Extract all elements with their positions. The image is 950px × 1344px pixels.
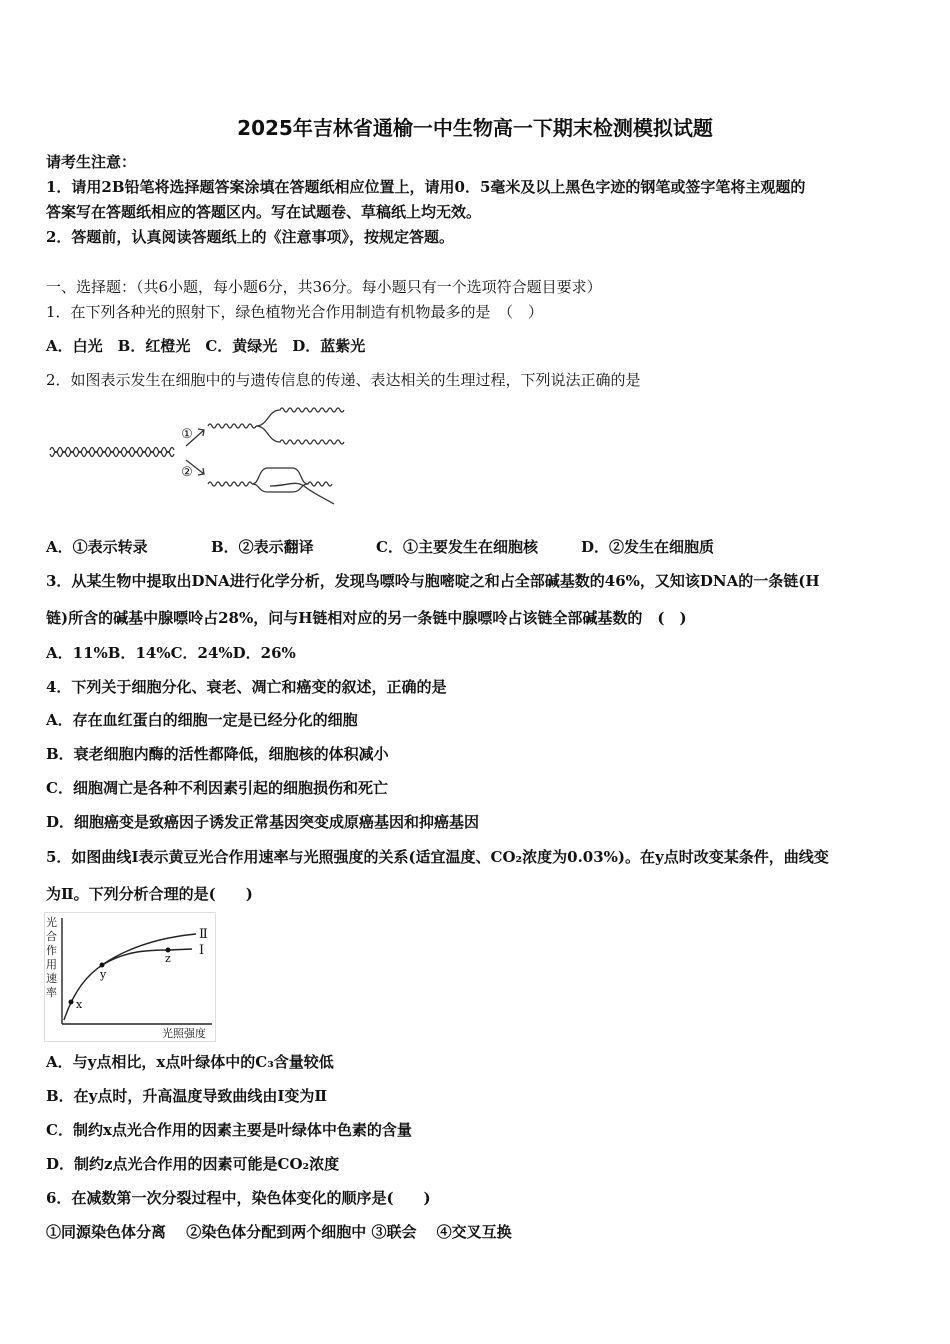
q5-y-label-1: 光	[46, 916, 57, 929]
q5-label-z: z	[165, 952, 171, 965]
q6-items: ①同源染色体分离 ②染色体分配到两个细胞中 ③联会 ④交叉互换	[46, 1223, 512, 1241]
q5-point-y	[100, 963, 105, 968]
q2-option-d: D．②发生在细胞质	[581, 538, 715, 556]
q3-options: A．11%B．14%C．24%D．26%	[46, 644, 296, 662]
notice-item-2: 2．答题前，认真阅读答题纸上的《注意事项》，按规定答题。	[46, 228, 454, 246]
page-title: 2025年吉林省通榆一中生物高一下期末检测模拟试题	[237, 116, 713, 140]
q5-option-c: C．制约x点光合作用的因素主要是叶绿体中色素的含量	[46, 1121, 412, 1139]
q5-chart	[44, 912, 216, 1042]
q6-stem: 6．在减数第一次分裂过程中，染色体变化的顺序是( )	[46, 1189, 431, 1207]
dna-helix-lower	[208, 482, 252, 486]
q5-y-label-5: 速	[46, 972, 57, 985]
dna-helix-upper	[208, 424, 256, 428]
q5-y-label-4: 用	[46, 958, 57, 971]
q2-dna-diagram	[46, 398, 346, 510]
q5-stem-a: 5．如图曲线Ⅰ表示黄豆光合作用速率与光照强度的关系(适宜温度、CO₂浓度为0.03%)。在y点时改变某条件，曲线变	[46, 848, 829, 866]
notice-heading: 请考生注意：	[46, 153, 137, 171]
section-heading: 一、选择题：（共6小题，每小题6分，共36分。每小题只有一个选项符合题目要求）	[46, 278, 602, 296]
q2-label-1: ①	[181, 427, 193, 442]
q1-options: A．白光 B．红橙光 C．黄绿光 D．蓝紫光	[46, 337, 366, 355]
q2-stem: 2．如图表示发生在细胞中的与遗传信息的传递、表达相关的生理过程，下列说法正确的是	[46, 371, 641, 389]
q1-stem: 1．在下列各种光的照射下，绿色植物光合作用制造有机物最多的是 （ ）	[46, 303, 544, 321]
q5-x-label: 光照强度	[162, 1027, 206, 1040]
q5-label-y: y	[100, 968, 107, 981]
q5-option-a: A．与y点相比，x点叶绿体中的C₃含量较低	[46, 1053, 334, 1071]
q4-option-b: B．衰老细胞内酶的活性都降低，细胞核的体积减小	[46, 745, 389, 763]
q5-y-label-2: 合	[46, 930, 57, 943]
q5-point-x	[69, 1000, 74, 1005]
notice-item-1a: 1．请用2B铅笔将选择题答案涂填在答题纸相应位置上，请用0．5毫米及以上黑色字迹的钢笔或签字笔将主观题的	[46, 178, 806, 196]
q5-curve-1	[64, 949, 192, 1020]
q5-option-b: B．在y点时，升高温度导致曲线由Ⅰ变为Ⅱ	[46, 1087, 328, 1105]
q5-label-x: x	[76, 998, 83, 1011]
q2-option-b: B．②表示翻译	[211, 538, 314, 556]
q2-options	[46, 537, 714, 557]
q2-label-2: ②	[181, 465, 193, 480]
q5-stem-b: 为Ⅱ。下列分析合理的是( )	[46, 885, 253, 903]
q5-option-d: D．制约z点光合作用的因素可能是CO₂浓度	[46, 1155, 340, 1173]
q4-option-c: C．细胞凋亡是各种不利因素引起的细胞损伤和死亡	[46, 779, 388, 797]
q5-label-curve-2: Ⅱ	[199, 927, 208, 942]
q5-label-curve-1: Ⅰ	[199, 943, 205, 958]
q5-y-label-3: 作	[46, 944, 57, 957]
q2-option-c: C．①主要发生在细胞核	[376, 538, 538, 556]
q3-stem-b: 链)所含的碱基中腺嘌呤占28%，问与H链相对应的另一条链中腺嘌呤占该链全部碱基数的 ( )	[46, 609, 687, 627]
notice-item-1b: 答案写在答题纸相应的答题区内。写在试题卷、草稿纸上均无效。	[46, 203, 482, 221]
q5-y-label-6: 率	[46, 986, 57, 999]
q4-stem: 4．下列关于细胞分化、衰老、凋亡和癌变的叙述，正确的是	[46, 678, 447, 696]
q4-option-d: D．细胞癌变是致癌因子诱发正常基因突变成原癌基因和抑癌基因	[46, 813, 480, 831]
q2-option-a: A．①表示转录	[46, 538, 148, 556]
q4-option-a: A．存在血红蛋白的细胞一定是已经分化的细胞	[46, 711, 358, 729]
q3-stem-a: 3．从某生物中提取出DNA进行化学分析，发现鸟嘌呤与胞嘧啶之和占全部碱基数的46%，又知该DNA的一条链(H	[46, 572, 820, 590]
